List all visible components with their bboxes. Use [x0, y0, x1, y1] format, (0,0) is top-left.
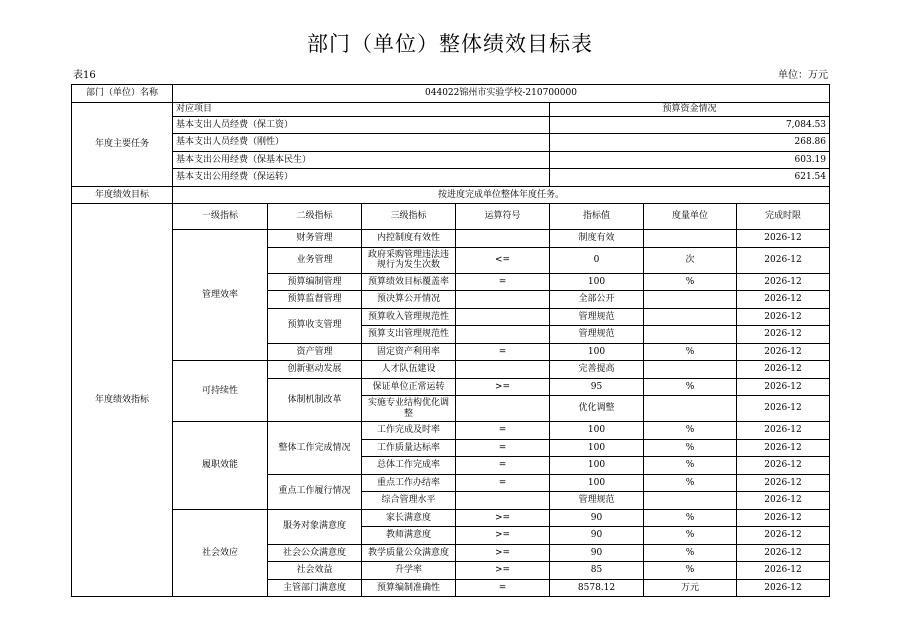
l3-cell: 预算绩效目标覆盖率 [362, 273, 456, 291]
l3-cell: 保证单位正常运转 [362, 378, 456, 396]
l3-cell: 预算收入管理规范性 [362, 308, 456, 326]
time-cell: 2026-12 [737, 343, 830, 361]
task-amount: 603.19 [550, 151, 830, 169]
l3-cell: 教师满意度 [362, 527, 456, 545]
dept-name: 044022锦州市实验学校-210700000 [173, 85, 830, 103]
l2-cell: 业务管理 [268, 247, 362, 273]
op-cell [456, 230, 550, 248]
tasks-label: 年度主要任务 [72, 102, 173, 186]
l3-cell: 固定资产利用率 [362, 343, 456, 361]
task-row [72, 169, 830, 187]
task-amount: 7,084.53 [550, 116, 830, 134]
dept-row [72, 85, 830, 103]
unit-cell [644, 361, 737, 379]
value-cell: 100 [550, 343, 644, 361]
time-cell: 2026-12 [737, 396, 830, 422]
time-cell: 2026-12 [737, 361, 830, 379]
unit-cell: % [644, 422, 737, 440]
l3-cell: 工作质量达标率 [362, 439, 456, 457]
task-amount: 621.54 [550, 169, 830, 187]
value-cell: 90 [550, 509, 644, 527]
unit-cell: % [644, 544, 737, 562]
header-op: 运算符号 [456, 204, 550, 230]
time-cell: 2026-12 [737, 378, 830, 396]
op-cell: >= [456, 378, 550, 396]
op-cell: >= [456, 544, 550, 562]
l3-cell: 内控制度有效性 [362, 230, 456, 248]
unit-cell [644, 492, 737, 510]
l1-cell: 社会效应 [173, 509, 268, 597]
unit-cell [644, 396, 737, 422]
l3-cell: 工作完成及时率 [362, 422, 456, 440]
value-cell: 0 [550, 247, 644, 273]
tasks-col-amount: 预算资金情况 [550, 102, 830, 116]
op-cell: = [456, 439, 550, 457]
time-cell: 2026-12 [737, 326, 830, 344]
value-cell: 85 [550, 562, 644, 580]
l2-cell: 主管部门满意度 [268, 579, 362, 597]
unit-cell: % [644, 474, 737, 492]
l3-cell: 预算支出管理规范性 [362, 326, 456, 344]
op-cell: = [456, 474, 550, 492]
time-cell: 2026-12 [737, 457, 830, 475]
tasks-header-row [72, 102, 830, 116]
task-row [72, 134, 830, 152]
page-title: 部门（单位）整体绩效目标表 [307, 32, 593, 56]
value-cell: 90 [550, 527, 644, 545]
op-cell: = [456, 422, 550, 440]
table-number: 表16 [73, 70, 96, 81]
op-cell [456, 396, 550, 422]
indicator-row [72, 361, 830, 379]
op-cell: = [456, 579, 550, 597]
unit-cell: % [644, 562, 737, 580]
l3-cell: 综合管理水平 [362, 492, 456, 510]
op-cell: <= [456, 247, 550, 273]
l2-cell: 社会公众满意度 [268, 544, 362, 562]
unit-cell [644, 291, 737, 309]
header-l3: 三级指标 [362, 204, 456, 230]
l3-cell: 总体工作完成率 [362, 457, 456, 475]
unit-cell: % [644, 273, 737, 291]
time-cell: 2026-12 [737, 308, 830, 326]
l3-cell: 预决算公开情况 [362, 291, 456, 309]
l2-cell: 社会效益 [268, 562, 362, 580]
l3-cell: 重点工作办结率 [362, 474, 456, 492]
l3-cell: 预算编制准确性 [362, 579, 456, 597]
unit-cell [644, 230, 737, 248]
op-cell [456, 291, 550, 309]
time-cell: 2026-12 [737, 492, 830, 510]
indicator-row [72, 422, 830, 440]
l3-cell: 教学质量公众满意度 [362, 544, 456, 562]
task-item: 基本支出公用经费（保运转） [173, 169, 550, 187]
unit-cell [644, 308, 737, 326]
l3-cell: 政府采购管理违法违规行为发生次数 [362, 247, 456, 273]
task-amount: 268.86 [550, 134, 830, 152]
l2-cell: 重点工作履行情况 [268, 474, 362, 509]
op-cell: = [456, 273, 550, 291]
value-cell: 管理规范 [550, 326, 644, 344]
unit-cell [644, 326, 737, 344]
task-row [72, 151, 830, 169]
value-cell: 管理规范 [550, 308, 644, 326]
unit-cell: % [644, 509, 737, 527]
indicator-row [72, 509, 830, 527]
time-cell: 2026-12 [737, 291, 830, 309]
unit-cell: 次 [644, 247, 737, 273]
l3-cell: 人才队伍建设 [362, 361, 456, 379]
task-row [72, 116, 830, 134]
l2-cell: 财务管理 [268, 230, 362, 248]
goal-text: 按进度完成单位整体年度任务。 [173, 186, 830, 204]
value-cell: 100 [550, 474, 644, 492]
time-cell: 2026-12 [737, 247, 830, 273]
op-cell [456, 492, 550, 510]
header-unit: 度量单位 [644, 204, 737, 230]
l2-cell: 预算编制管理 [268, 273, 362, 291]
time-cell: 2026-12 [737, 439, 830, 457]
unit-cell: % [644, 343, 737, 361]
l2-cell: 预算收支管理 [268, 308, 362, 343]
indicator-row [72, 230, 830, 248]
value-cell: 优化调整 [550, 396, 644, 422]
unit-cell: % [644, 378, 737, 396]
l1-cell: 管理效率 [173, 230, 268, 361]
header-time: 完成时限 [737, 204, 830, 230]
dept-label: 部门（单位）名称 [72, 85, 173, 103]
value-cell: 全部公开 [550, 291, 644, 309]
task-item: 基本支出公用经费（保基本民生） [173, 151, 550, 169]
value-cell: 95 [550, 378, 644, 396]
time-cell: 2026-12 [737, 230, 830, 248]
l2-cell: 预算监督管理 [268, 291, 362, 309]
value-cell: 100 [550, 422, 644, 440]
time-cell: 2026-12 [737, 527, 830, 545]
header-value: 指标值 [550, 204, 644, 230]
unit-label: 单位：万元 [778, 70, 828, 81]
goal-row [72, 186, 830, 204]
indicators-label: 年度绩效指标 [72, 204, 173, 597]
unit-cell: % [644, 527, 737, 545]
header-l1: 一级指标 [173, 204, 268, 230]
header-l2: 二级指标 [268, 204, 362, 230]
performance-table [71, 84, 830, 597]
unit-cell: % [644, 439, 737, 457]
task-item: 基本支出人员经费（刚性） [173, 134, 550, 152]
value-cell: 完善提高 [550, 361, 644, 379]
time-cell: 2026-12 [737, 474, 830, 492]
l2-cell: 整体工作完成情况 [268, 422, 362, 475]
time-cell: 2026-12 [737, 562, 830, 580]
value-cell: 100 [550, 273, 644, 291]
value-cell: 100 [550, 439, 644, 457]
tasks-col-item: 对应项目 [173, 102, 550, 116]
op-cell: = [456, 343, 550, 361]
value-cell: 管理规范 [550, 492, 644, 510]
op-cell [456, 326, 550, 344]
indicator-header-row [72, 204, 830, 230]
value-cell: 90 [550, 544, 644, 562]
l2-cell: 资产管理 [268, 343, 362, 361]
task-item: 基本支出人员经费（保工资） [173, 116, 550, 134]
l2-cell: 体制机制改革 [268, 378, 362, 422]
l3-cell: 家长满意度 [362, 509, 456, 527]
l1-cell: 履职效能 [173, 422, 268, 510]
time-cell: 2026-12 [737, 544, 830, 562]
time-cell: 2026-12 [737, 273, 830, 291]
value-cell: 100 [550, 457, 644, 475]
l3-cell: 升学率 [362, 562, 456, 580]
value-cell: 8578.12 [550, 579, 644, 597]
op-cell [456, 361, 550, 379]
l3-cell: 实施专业结构优化调整 [362, 396, 456, 422]
unit-cell: 万元 [644, 579, 737, 597]
time-cell: 2026-12 [737, 422, 830, 440]
goal-label: 年度绩效目标 [72, 186, 173, 204]
op-cell: >= [456, 562, 550, 580]
l1-cell: 可持续性 [173, 361, 268, 422]
l2-cell: 服务对象满意度 [268, 509, 362, 544]
time-cell: 2026-12 [737, 509, 830, 527]
op-cell: = [456, 457, 550, 475]
op-cell: >= [456, 509, 550, 527]
l2-cell: 创新驱动发展 [268, 361, 362, 379]
op-cell [456, 308, 550, 326]
value-cell: 制度有效 [550, 230, 644, 248]
time-cell: 2026-12 [737, 579, 830, 597]
unit-cell: % [644, 457, 737, 475]
op-cell: >= [456, 527, 550, 545]
